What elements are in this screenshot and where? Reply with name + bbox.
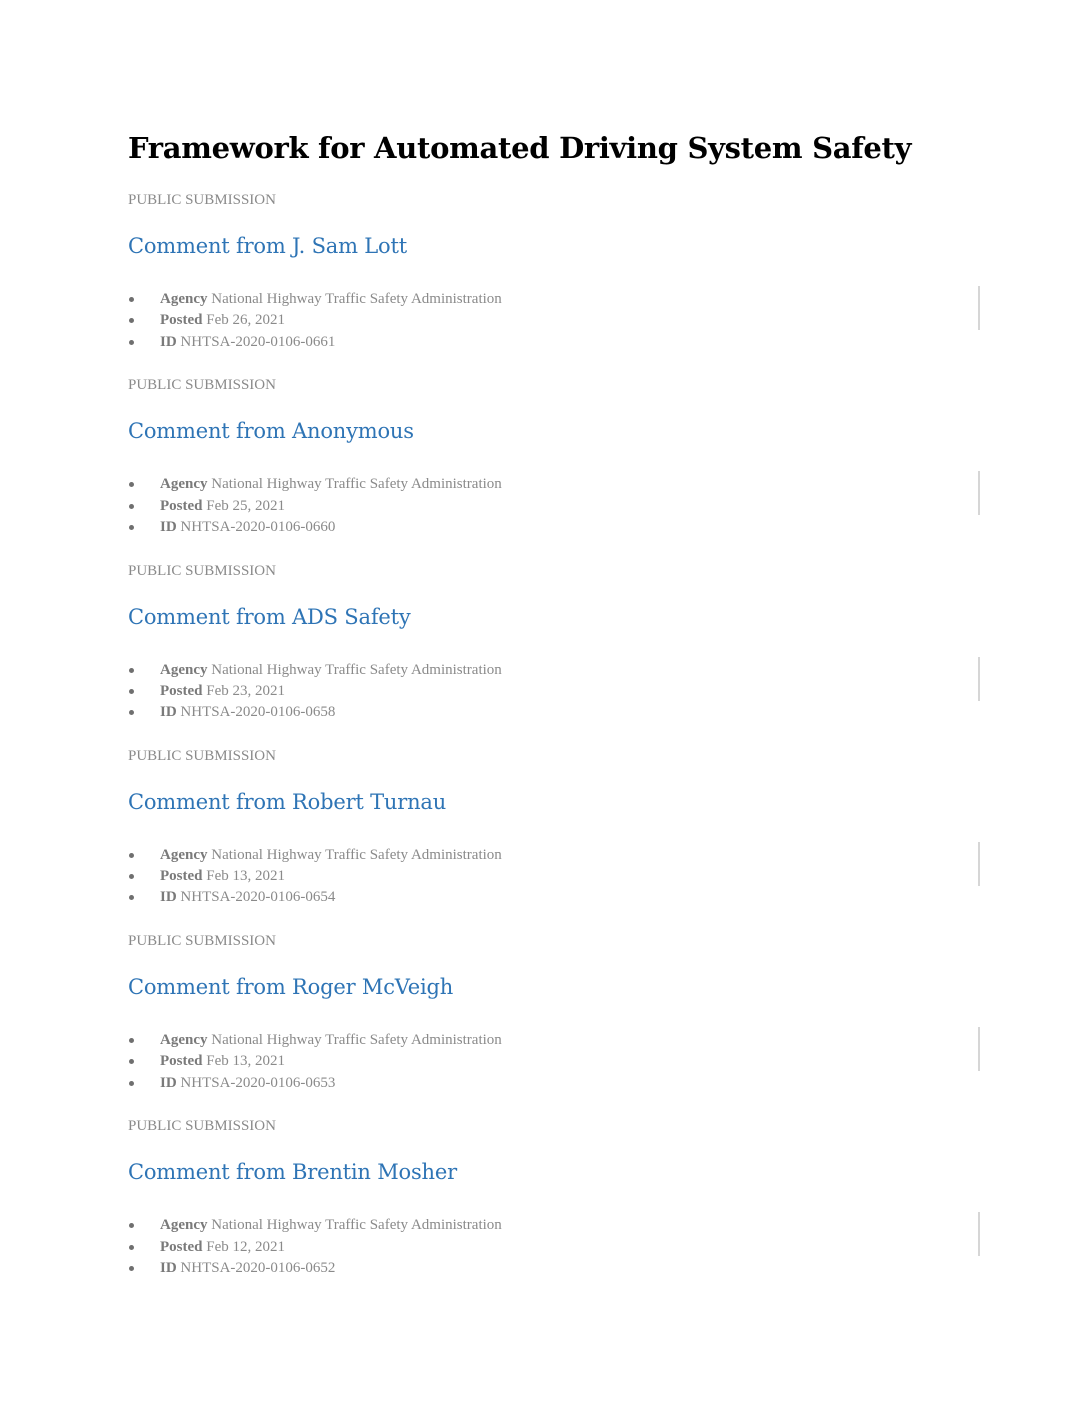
meta-agency: [128, 845, 502, 866]
divider-rule: [978, 842, 980, 886]
comment-meta-list: [128, 1030, 502, 1094]
meta-key: ID: [160, 889, 177, 906]
meta-posted-value: Feb 13, 2021: [206, 1053, 285, 1070]
meta-key: ID: [160, 333, 177, 350]
meta-key: ID: [160, 1260, 177, 1277]
meta-id-value: NHTSA-2020-0106-0652: [180, 1260, 336, 1277]
bullet-icon: [129, 1059, 134, 1064]
meta-key: Posted: [160, 312, 203, 329]
meta-id: [128, 1258, 502, 1279]
meta-agency: [128, 1030, 502, 1051]
meta-id-value: NHTSA-2020-0106-0658: [180, 704, 336, 721]
bullet-icon: [129, 482, 134, 487]
meta-key: Agency: [160, 1217, 208, 1234]
meta-key: Posted: [160, 497, 203, 514]
meta-posted: [128, 1237, 502, 1258]
meta-key: Posted: [160, 868, 203, 885]
meta-id: [128, 887, 502, 908]
meta-key: Agency: [160, 846, 208, 863]
divider-rule: [978, 471, 980, 515]
meta-agency-value: National Highway Traffic Safety Administration: [211, 1217, 502, 1234]
divider-rule: [978, 1027, 980, 1071]
meta-agency-value: National Highway Traffic Safety Administration: [211, 291, 502, 307]
meta-posted-value: Feb 25, 2021: [206, 497, 285, 514]
comment-meta-list: [128, 660, 502, 724]
bullet-icon: [129, 340, 134, 345]
meta-key: ID: [160, 704, 177, 721]
bullet-icon: [129, 1266, 134, 1271]
bullet-icon: [129, 853, 134, 858]
meta-posted: [128, 1051, 502, 1072]
submission-type-label: PUBLIC SUBMISSION: [128, 192, 276, 208]
meta-posted-value: Feb 23, 2021: [206, 682, 285, 699]
meta-key: Posted: [160, 1053, 203, 1070]
page-title: Framework for Automated Driving System Safety: [128, 131, 912, 165]
bullet-icon: [129, 1223, 134, 1228]
meta-posted-value: Feb 13, 2021: [206, 868, 285, 885]
submission-type-label: PUBLIC SUBMISSION: [128, 562, 276, 579]
meta-agency-value: National Highway Traffic Safety Administration: [211, 476, 502, 493]
bullet-icon: [129, 710, 134, 715]
meta-agency-value: National Highway Traffic Safety Administration: [211, 846, 502, 863]
meta-key: Agency: [160, 661, 208, 678]
divider-rule: [978, 286, 980, 330]
meta-posted-value: Feb 26, 2021: [206, 312, 285, 329]
meta-posted: [128, 681, 502, 702]
meta-id-value: NHTSA-2020-0106-0661: [180, 333, 336, 350]
meta-posted: [128, 866, 502, 887]
meta-key: ID: [160, 1074, 177, 1091]
meta-id-value: NHTSA-2020-0106-0653: [180, 1074, 336, 1091]
comment-entry: [128, 190, 988, 375]
comment-title-link[interactable]: Comment from J. Sam Lott: [128, 234, 407, 258]
bullet-icon: [129, 1038, 134, 1043]
meta-key: Posted: [160, 682, 203, 699]
bullet-icon: [129, 668, 134, 673]
meta-agency: [128, 474, 502, 495]
meta-key: Posted: [160, 1238, 203, 1255]
comment-entry: [128, 746, 988, 931]
bullet-icon: [129, 1081, 134, 1086]
comment-entry: [128, 1116, 988, 1301]
meta-agency: [128, 1215, 502, 1236]
meta-id: [128, 517, 502, 538]
submission-type-label: PUBLIC SUBMISSION: [128, 1118, 276, 1135]
meta-agency-value: National Highway Traffic Safety Administration: [211, 661, 502, 678]
submission-type-label: PUBLIC SUBMISSION: [128, 747, 276, 764]
bullet-icon: [129, 297, 134, 302]
meta-id: [128, 1073, 502, 1094]
bullet-icon: [129, 525, 134, 530]
comment-title-link[interactable]: Comment from ADS Safety: [128, 604, 411, 629]
meta-posted-value: Feb 12, 2021: [206, 1238, 285, 1255]
comment-meta-list: [128, 845, 502, 909]
comment-meta-list: [128, 289, 502, 353]
meta-id: [128, 332, 502, 353]
comment-entry: [128, 561, 988, 746]
comment-entry: [128, 931, 988, 1116]
comment-meta-list: [128, 474, 502, 538]
comment-title-link[interactable]: Comment from Anonymous: [128, 419, 414, 444]
meta-id: [128, 702, 502, 723]
divider-rule: [978, 657, 980, 701]
comment-title-link[interactable]: Comment from Roger McVeigh: [128, 975, 454, 1000]
meta-key: ID: [160, 518, 177, 535]
bullet-icon: [129, 689, 134, 694]
bullet-icon: [129, 318, 134, 323]
meta-key: Agency: [160, 476, 208, 493]
meta-posted: [128, 310, 502, 331]
meta-key: Agency: [160, 1032, 208, 1049]
comment-title-link[interactable]: Comment from Brentin Mosher: [128, 1160, 457, 1185]
meta-key: Agency: [160, 291, 208, 307]
meta-agency-value: National Highway Traffic Safety Administration: [211, 1032, 502, 1049]
comment-list: [128, 190, 988, 1302]
meta-agency: [128, 660, 502, 681]
submission-type-label: PUBLIC SUBMISSION: [128, 933, 276, 950]
comment-meta-list: [128, 1215, 502, 1279]
comment-title-link[interactable]: Comment from Robert Turnau: [128, 789, 447, 814]
meta-id-value: NHTSA-2020-0106-0660: [180, 518, 336, 535]
submission-type-label: PUBLIC SUBMISSION: [128, 377, 276, 394]
comment-entry: [128, 375, 988, 560]
bullet-icon: [129, 895, 134, 900]
meta-agency: [128, 289, 502, 310]
bullet-icon: [129, 1245, 134, 1250]
bullet-icon: [129, 504, 134, 509]
bullet-icon: [129, 874, 134, 879]
divider-rule: [978, 1212, 980, 1256]
meta-id-value: NHTSA-2020-0106-0654: [180, 889, 336, 906]
meta-posted: [128, 496, 502, 517]
